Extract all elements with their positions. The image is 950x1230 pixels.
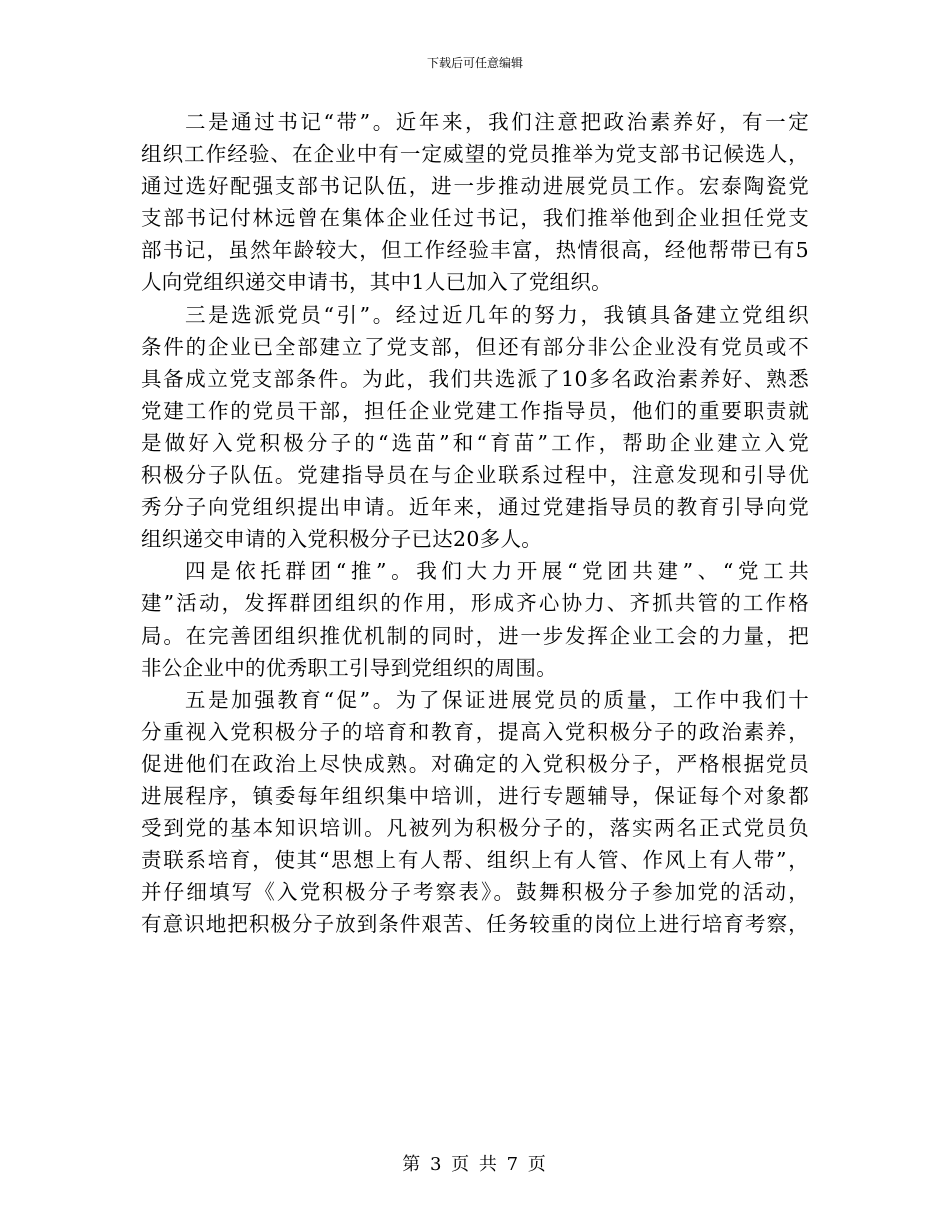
text-line: 二是通过书记“带”。近年来，我们注意把政治素养好，有一定	[185, 110, 809, 134]
text-line: 是做好入党积极分子的“选苗”和“育苗”工作，帮助企业建立入党	[141, 430, 809, 455]
paragraph-2	[141, 299, 809, 556]
text-line: 秀分子向党组织提出申请。近年来，通过党建指导员的教育引导向党	[141, 495, 809, 520]
text-line: 人向党组织递交申请书，其中1人已加入了党组织。	[141, 270, 612, 295]
text-line: 四是依托群团“推”。我们大力开展“党团共建”、“党工共	[185, 559, 809, 584]
paragraph-1	[141, 106, 809, 299]
text-line: 并仔细填写《入党积极分子考察表》。鼓舞积极分子参加党的活动，	[141, 880, 809, 905]
text-line: 局。在完善团组织推优机制的同时，进一步发挥企业工会的力量，把	[141, 623, 809, 648]
page-header: 下载后可任意编辑	[426, 56, 523, 70]
text-line: 支部书记付林远曾在集体企业任过书记，我们推举他到企业担任党支	[141, 206, 809, 231]
text-line: 积极分子队伍。党建指导员在与企业联系过程中，注意发现和引导优	[141, 463, 809, 488]
page-number: 第 3 页 共 7 页	[402, 1154, 548, 1175]
document-body	[141, 106, 809, 940]
text-line: 建”活动，发挥群团组织的作用，形成齐心协力、齐抓共管的工作格	[141, 591, 809, 616]
text-line: 部书记，虽然年龄较大，但工作经验丰富，热情很高，经他帮带已有5	[141, 238, 809, 263]
text-line: 促进他们在政治上尽快成熟。对确定的入党积极分子，严格根据党员	[141, 751, 809, 776]
text-line: 责联系培育，使其“思想上有人帮、组织上有人管、作风上有人带”，	[141, 848, 809, 873]
text-line: 非公企业中的优秀职工引导到党组织的周围。	[141, 655, 557, 680]
text-line: 分重视入党积极分子的培育和教育，提高入党积极分子的政治素养，	[141, 719, 809, 744]
text-line: 具备成立党支部条件。为此，我们共选派了10多名政治素养好、熟悉	[141, 366, 809, 391]
text-line: 三是选派党员“引”。经过近几年的努力，我镇具备建立党组织	[185, 302, 809, 327]
text-line: 进展程序，镇委每年组织集中培训，进行专题辅导，保证每个对象都	[141, 783, 809, 808]
text-line: 条件的企业已全部建立了党支部，但还有部分非公企业没有党员或不	[141, 334, 809, 359]
text-line: 有意识地把积极分子放到条件艰苦、任务较重的岗位上进行培育考察，	[141, 912, 809, 937]
paragraph-4	[141, 684, 809, 941]
text-line: 通过选好配强支部书记队伍，进一步推动进展党员工作。宏泰陶瓷党	[141, 174, 809, 199]
text-line: 五是加强教育“促”。为了保证进展党员的质量，工作中我们十	[185, 687, 809, 712]
paragraph-3	[141, 555, 809, 683]
text-line: 组织工作经验、在企业中有一定威望的党员推举为党支部书记候选人，	[141, 142, 809, 167]
text-line: 党建工作的党员干部，担任企业党建工作指导员，他们的重要职责就	[141, 398, 809, 423]
text-line: 组织递交申请的入党积极分子已达20多人。	[141, 527, 543, 552]
text-line: 受到党的基本知识培训。凡被列为积极分子的，落实两名正式党员负	[141, 816, 809, 841]
